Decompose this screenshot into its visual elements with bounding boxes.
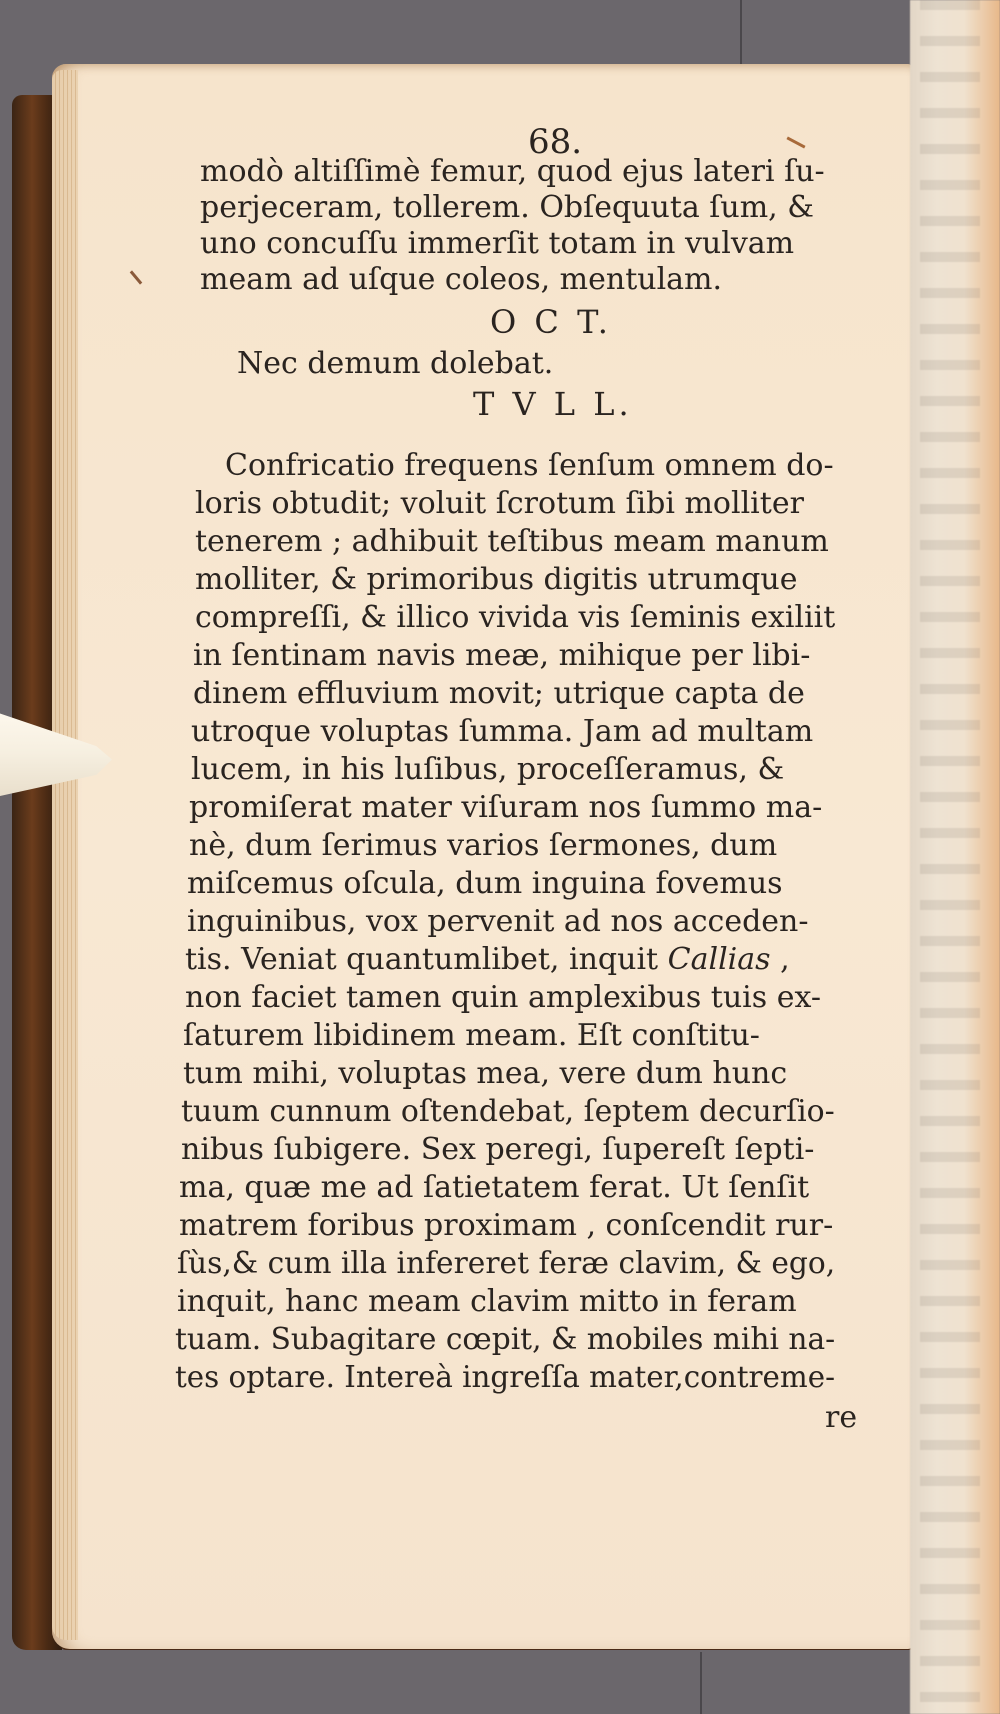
text-line: meam ad uſque coleos, mentulam. (200, 262, 723, 297)
text-line: loris obtudit; voluit ſcrotum ſibi molliter (195, 486, 804, 521)
text-line: tum mihi, voluptas mea, vere dum hunc (183, 1056, 788, 1091)
text-line: Nec demum dolebat. (237, 346, 554, 381)
text-line: nè, dum ſerimus varios ſermones, dum (189, 828, 778, 863)
backdrop-seam (700, 1652, 702, 1714)
text-span: , (770, 942, 790, 977)
text-line: matrem foribus proximam , conſcendit rur- (179, 1208, 834, 1243)
text-line: inguinibus, vox pervenit ad nos acceden- (187, 904, 809, 939)
text-line: in ſentinam navis meæ, mihique per libi- (193, 638, 811, 673)
text-line: tuum cunnum oſtendebat, ſeptem decurſio- (181, 1094, 835, 1129)
text-line: ſùs,& cum illa infereret feræ clavim, & ego, (177, 1246, 836, 1281)
text-span: tis. Veniat quantumlibet, inquit (185, 942, 668, 977)
text-line: tes optare. Intereà ingreſſa mater,contreme- (175, 1360, 836, 1395)
text-line: lucem, in his luſibus, proceſſeramus, & (191, 752, 785, 787)
text-line: tenerem ; adhibuit teſtibus meam manum (195, 524, 829, 559)
text-line: molliter, & primoribus digitis utrumque (195, 562, 798, 597)
text-line: compreſſi, & illico vivida vis ſeminis exiliit (195, 600, 836, 635)
speaker-heading-tull: T V L L. (473, 385, 633, 423)
name-callias: Callias (667, 942, 771, 977)
text-line: ſaturem libidinem meam. Eſt conſtitu- (183, 1018, 760, 1053)
text-line: utroque voluptas ſumma. Jam ad multam (191, 714, 814, 749)
catchword: re (825, 1400, 858, 1435)
text-line: promiſerat mater viſuram nos ſummo ma- (189, 790, 823, 825)
text-line: tuam. Subagitare cœpit, & mobiles mihi na- (175, 1322, 836, 1357)
facing-page-blurred (910, 0, 1000, 1714)
speaker-heading-oct: O C T. (490, 303, 612, 341)
text-line: modò altiſſimè femur, quod ejus lateri ſu- (200, 154, 825, 189)
text-line: Confricatio frequens ſenſum omnem do- (225, 448, 834, 483)
text-line: dinem effluvium movit; utrique capta de (193, 676, 805, 711)
text-line: miſcemus oſcula, dum inguina fovemus (187, 866, 783, 901)
text-line: ma, quæ me ad ſatietatem ferat. Ut ſenſit (179, 1170, 810, 1205)
text-line: nibus ſubigere. Sex peregi, ſupereſt ſepti- (181, 1132, 815, 1167)
text-line: non faciet tamen quin amplexibus tuis ex- (185, 980, 821, 1015)
text-line: inquit, hanc meam clavim mitto in feram (177, 1284, 797, 1319)
text-line (185, 942, 790, 978)
text-line: uno concuſſu immerſit totam in vulvam (200, 226, 795, 261)
page-number: 68. (528, 122, 583, 162)
text-line: perjeceram, tollerem. Obſequuta ſum, & (200, 190, 814, 225)
page-stack-edges (52, 70, 78, 1640)
facing-page-text-ghost (920, 0, 980, 1714)
